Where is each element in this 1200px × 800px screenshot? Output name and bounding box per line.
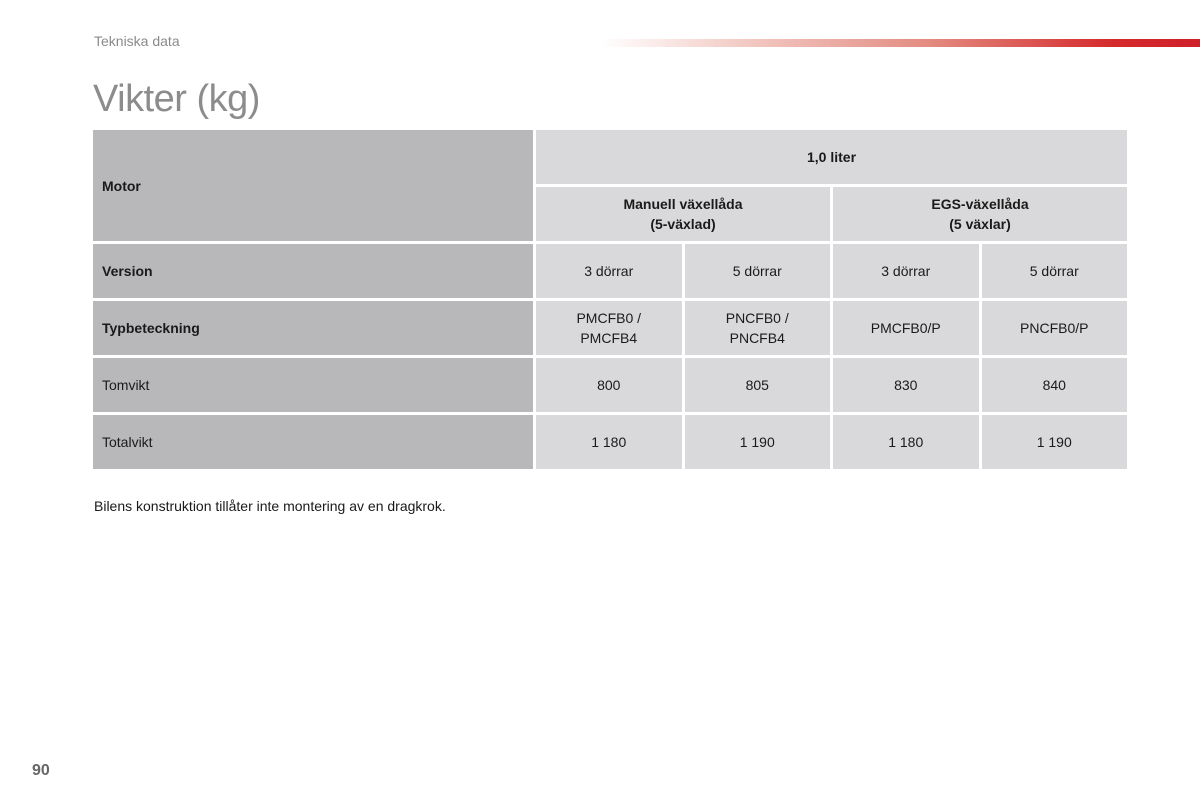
cell-text: PNCFB0/P	[1020, 320, 1089, 336]
cell-text: 5 dörrar	[1029, 263, 1079, 279]
table-row	[93, 415, 1127, 469]
table-body	[93, 244, 1127, 469]
table-cell	[833, 415, 979, 469]
table-row-engine	[93, 130, 1127, 184]
table-cell	[982, 415, 1128, 469]
cell-text: 805	[745, 377, 769, 393]
gearbox-manual-name: Manuell växellåda	[623, 196, 743, 212]
cell-text: PMCFB0/P	[870, 320, 941, 336]
weights-table	[90, 127, 1130, 472]
table-row	[93, 358, 1127, 412]
table-row	[93, 244, 1127, 298]
table-cell	[685, 301, 831, 355]
row-label: Totalvikt	[93, 415, 533, 469]
section-label: Tekniska data	[94, 33, 180, 49]
table-cell	[536, 244, 682, 298]
table-cell	[536, 301, 682, 355]
table-cell	[685, 244, 831, 298]
row-label: Typbeteckning	[93, 301, 533, 355]
table-cell	[982, 244, 1128, 298]
cell-text: PNCFB0 /	[725, 310, 789, 326]
table-cell	[833, 301, 979, 355]
header-accent-bar	[600, 39, 1200, 47]
gearbox-header-manual	[536, 187, 830, 241]
gearbox-manual-detail: (5-växlad)	[650, 216, 716, 232]
table-cell	[685, 415, 831, 469]
table-cell	[833, 244, 979, 298]
cell-text: 1 180	[888, 434, 924, 450]
cell-text: 3 dörrar	[881, 263, 931, 279]
cell-text: 1 190	[739, 434, 775, 450]
page-title: Vikter (kg)	[93, 78, 260, 120]
table-cell	[536, 415, 682, 469]
row-label: Version	[93, 244, 533, 298]
table-cell	[982, 301, 1128, 355]
cell-text: 5 dörrar	[732, 263, 782, 279]
table-cell	[833, 358, 979, 412]
gearbox-egs-detail: (5 växlar)	[949, 216, 1011, 232]
weights-table-container	[93, 130, 1127, 469]
row-label: Tomvikt	[93, 358, 533, 412]
cell-text: PMCFB0 /	[576, 310, 642, 326]
cell-text: 1 180	[591, 434, 627, 450]
cell-text: 3 dörrar	[584, 263, 634, 279]
cell-text: PNCFB4	[729, 330, 785, 346]
gearbox-egs-name: EGS-växellåda	[931, 196, 1029, 212]
cell-text: 840	[1042, 377, 1066, 393]
cell-text: 800	[597, 377, 621, 393]
table-row	[93, 301, 1127, 355]
table-cell	[685, 358, 831, 412]
page-number: 90	[32, 762, 50, 779]
cell-text: 830	[894, 377, 918, 393]
cell-text: PMCFB4	[580, 330, 638, 346]
note-text: Bilens konstruktion tillåter inte montering av en dragkrok.	[94, 498, 446, 514]
cell-text: 1 190	[1036, 434, 1072, 450]
engine-header: 1,0 liter	[536, 130, 1127, 184]
motor-label: Motor	[93, 130, 533, 241]
table-cell	[536, 358, 682, 412]
table-cell	[982, 358, 1128, 412]
gearbox-header-egs	[833, 187, 1127, 241]
